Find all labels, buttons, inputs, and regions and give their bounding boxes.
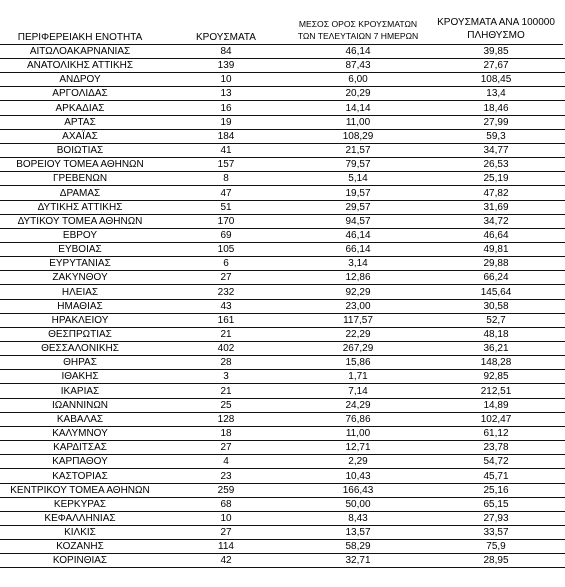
cell-region: ΚΑΡΠΑΘΟΥ: [52, 456, 108, 468]
cell-region: ΔΥΤΙΚΗΣ ΑΤΤΙΚΗΣ: [37, 201, 123, 213]
cell-region: ΔΥΤΙΚΟΥ ΤΟΜΕΑ ΑΘΗΝΩΝ: [17, 215, 143, 227]
cell-region: ΙΩΑΝΝΙΝΩΝ: [51, 399, 109, 411]
cell-cases-per-100k: 46,64: [483, 229, 509, 241]
cell-cases-per-100k: 39,85: [483, 46, 509, 57]
cell-cases-per-100k: 65,15: [483, 498, 509, 510]
table-row: [0, 172, 565, 186]
cell-seven-day-average: 8,43: [348, 512, 368, 524]
cell-seven-day-average: 66,14: [345, 244, 371, 256]
header-cases-per-100k: [430, 0, 562, 44]
table-row: [0, 130, 565, 144]
cell-region: ΔΡΑΜΑΣ: [59, 187, 101, 199]
cell-seven-day-average: 108,29: [342, 130, 374, 142]
table-row: [0, 470, 565, 484]
table-row: [0, 271, 565, 285]
cell-cases-per-100k: 36,21: [483, 343, 509, 355]
table-row: [0, 286, 565, 300]
cell-seven-day-average: 1,71: [348, 371, 368, 383]
table-row: [0, 356, 565, 370]
cell-seven-day-average: 23,00: [345, 300, 371, 312]
cell-cases: 402: [217, 343, 235, 355]
table-row: [0, 158, 565, 172]
cell-seven-day-average: 3,14: [348, 258, 368, 270]
cell-region: ΚΙΛΚΙΣ: [64, 527, 96, 539]
cell-seven-day-average: 94,57: [345, 215, 371, 227]
cell-region: ΚΕΝΤΡΙΚΟΥ ΤΟΜΕΑ ΑΘΗΝΩΝ: [10, 484, 150, 496]
cell-cases: 139: [217, 60, 235, 72]
cell-seven-day-average: 117,57: [343, 314, 373, 326]
table-row: [0, 512, 565, 526]
cell-cases-per-100k: 31,69: [483, 201, 509, 213]
cell-cases-per-100k: 28,95: [483, 555, 509, 567]
cell-cases-per-100k: 27,99: [483, 116, 509, 128]
cell-seven-day-average: 10,43: [345, 470, 371, 482]
cell-cases: 21: [220, 385, 232, 397]
cell-cases: 10: [220, 512, 232, 524]
cell-region: ΓΡΕΒΕΝΩΝ: [52, 173, 108, 185]
table-row: [0, 215, 565, 229]
cell-cases: 27: [220, 272, 232, 284]
cell-seven-day-average: 2,29: [348, 456, 368, 468]
cell-cases-per-100k: 14,89: [483, 399, 509, 411]
cell-seven-day-average: 6,00: [348, 74, 368, 86]
cell-cases-per-100k: 145,64: [480, 286, 512, 298]
cell-cases: 105: [217, 244, 235, 256]
cell-cases-per-100k: 52,7: [486, 314, 506, 326]
cell-cases-per-100k: 27,93: [483, 512, 509, 524]
cell-region: ΙΚΑΡΙΑΣ: [60, 385, 100, 397]
header-per100k-line-2: ΠΛΗΘΥΣΜΟ: [467, 30, 525, 41]
cell-cases-per-100k: 27,67: [483, 60, 509, 72]
cell-seven-day-average: 76,86: [345, 413, 371, 425]
cell-cases: 27: [220, 527, 232, 539]
table-row: [0, 116, 565, 130]
cell-cases: 47: [220, 187, 232, 199]
cell-cases-per-100k: 47,82: [483, 187, 509, 199]
table-row: [0, 413, 565, 427]
cell-cases: 13: [220, 88, 232, 100]
cell-seven-day-average: 12,71: [345, 442, 371, 454]
cell-cases-per-100k: 33,57: [483, 527, 509, 539]
cell-cases-per-100k: 108,45: [480, 74, 512, 86]
cell-cases-per-100k: 59,3: [486, 130, 506, 142]
cell-cases: 28: [220, 357, 232, 369]
cell-cases: 23: [220, 470, 232, 482]
cell-region: ΑΧΑΪΑΣ: [62, 130, 98, 142]
cell-seven-day-average: 5,14: [348, 173, 368, 185]
cell-seven-day-average: 19,57: [345, 187, 371, 199]
cell-cases: 51: [220, 201, 232, 213]
cell-seven-day-average: 20,29: [345, 88, 371, 100]
table-row: [0, 399, 565, 413]
cell-seven-day-average: 267,29: [342, 343, 374, 355]
table-row: [0, 102, 565, 116]
cell-cases-per-100k: 54,72: [483, 456, 509, 468]
cell-region: ΕΥΡΥΤΑΝΙΑΣ: [49, 258, 111, 270]
cell-cases: 259: [217, 484, 235, 496]
cell-cases-per-100k: 48,18: [483, 329, 509, 340]
cell-cases: 43: [220, 300, 232, 312]
cell-cases: 157: [217, 159, 235, 171]
table-row: [0, 342, 565, 356]
cell-seven-day-average: 22,29: [345, 329, 371, 340]
cell-region: ΚΕΦΑΛΛΗΝΙΑΣ: [44, 512, 116, 524]
cell-cases-per-100k: 29,88: [483, 258, 509, 270]
cell-cases: 3: [223, 371, 229, 383]
table-row: [0, 540, 565, 554]
cell-seven-day-average: 15,86: [345, 357, 371, 369]
cell-seven-day-average: 11,00: [345, 116, 371, 128]
cell-cases: 232: [217, 286, 235, 298]
cell-cases: 25: [220, 399, 232, 411]
table-row: [0, 455, 565, 469]
cell-seven-day-average: 50,00: [345, 498, 371, 510]
cell-cases: 84: [220, 46, 232, 57]
cell-seven-day-average: 29,57: [345, 201, 371, 213]
cell-seven-day-average: 11,00: [345, 428, 371, 440]
cell-seven-day-average: 46,14: [345, 46, 371, 57]
cell-cases-per-100k: 18,46: [483, 102, 509, 114]
cell-cases: 10: [220, 74, 232, 86]
header-seven-day-average: [292, 0, 424, 44]
cell-region: ΚΑΛΥΜΝΟΥ: [52, 428, 108, 440]
cell-cases: 16: [220, 102, 232, 114]
cell-cases: 4: [223, 456, 229, 468]
cell-region: ΗΜΑΘΙΑΣ: [57, 300, 103, 312]
cell-region: ΕΒΡΟΥ: [62, 229, 98, 241]
cell-cases-per-100k: 49,81: [483, 244, 509, 256]
cell-region: ΖΑΚΥΝΘΟΥ: [52, 272, 108, 284]
cell-cases-per-100k: 45,71: [483, 470, 509, 482]
cell-seven-day-average: 32,71: [345, 555, 371, 567]
cell-region: ΙΘΑΚΗΣ: [61, 371, 99, 383]
table-row: [0, 229, 565, 243]
header-cases-label: ΚΡΟΥΣΜΑΤΑ: [196, 32, 256, 43]
cell-seven-day-average: 87,43: [345, 60, 371, 72]
cell-cases-per-100k: 66,24: [483, 272, 509, 284]
cell-seven-day-average: 12,86: [345, 272, 371, 284]
cell-cases: 18: [220, 428, 232, 440]
cell-cases: 184: [217, 130, 235, 142]
cell-cases-per-100k: 148,28: [480, 357, 512, 369]
cell-region: ΒΟΙΩΤΙΑΣ: [56, 145, 104, 157]
cell-cases-per-100k: 34,72: [483, 215, 509, 227]
cell-cases: 21: [220, 329, 232, 340]
cell-seven-day-average: 166,43: [342, 484, 374, 496]
cell-cases: 27: [220, 442, 232, 454]
cell-seven-day-average: 58,29: [345, 541, 371, 553]
cell-seven-day-average: 13,57: [345, 527, 371, 539]
cell-region: ΕΥΒΟΙΑΣ: [58, 244, 102, 256]
cell-cases-per-100k: 25,19: [483, 173, 509, 185]
cell-region: ΑΡΓΟΛΙΔΑΣ: [52, 88, 108, 100]
cell-region: ΑΡΚΑΔΙΑΣ: [55, 102, 105, 114]
cell-cases: 69: [220, 229, 232, 241]
table-row: [0, 370, 565, 384]
table-row: [0, 300, 565, 314]
cell-cases: 42: [220, 555, 232, 567]
table-row: [0, 484, 565, 498]
cell-seven-day-average: 46,14: [345, 229, 371, 241]
cell-cases: 161: [217, 314, 235, 326]
cell-region: ΚΟΖΑΝΗΣ: [56, 541, 104, 553]
header-average-line-1: ΜΕΣΟΣ ΟΡΟΣ ΚΡΟΥΣΜΑΤΩΝ: [298, 19, 418, 29]
header-region: [2, 0, 158, 44]
cell-region: ΘΗΡΑΣ: [63, 357, 97, 369]
header-per100k-line-1: ΚΡΟΥΣΜΑΤΑ ΑΝΑ 100000: [437, 17, 555, 28]
cell-region: ΚΑΡΔΙΤΣΑΣ: [53, 442, 107, 454]
cell-cases: 41: [220, 145, 232, 157]
cell-cases-per-100k: 61,12: [483, 428, 509, 440]
table-row: [0, 45, 565, 59]
cell-seven-day-average: 24,29: [345, 399, 371, 411]
cell-region: ΘΕΣΣΑΛΟΝΙΚΗΣ: [41, 343, 119, 355]
table-row: [0, 201, 565, 215]
cell-region: ΚΑΒΑΛΑΣ: [56, 413, 104, 425]
cell-region: ΚΕΡΚΥΡΑΣ: [53, 498, 107, 510]
cell-cases-per-100k: 92,85: [483, 371, 509, 383]
table-row: [0, 554, 565, 568]
cell-region: ΗΛΕΙΑΣ: [61, 286, 99, 298]
table-row: [0, 144, 565, 158]
table-row: [0, 87, 565, 101]
cell-cases-per-100k: 23,78: [483, 442, 509, 454]
cell-cases: 128: [217, 413, 235, 425]
cell-cases: 68: [220, 498, 232, 510]
cell-cases-per-100k: 25,16: [483, 484, 509, 496]
table-row: [0, 441, 565, 455]
cell-region: ΑΙΤΩΛΟΑΚΑΡΝΑΝΙΑΣ: [29, 46, 131, 57]
cell-region: ΑΝΔΡΟΥ: [59, 74, 101, 86]
cell-region: ΑΡΤΑΣ: [64, 116, 96, 128]
table-row: [0, 526, 565, 540]
table-row: [0, 385, 565, 399]
cell-cases-per-100k: 34,77: [483, 145, 509, 157]
cell-cases: 114: [218, 541, 234, 553]
header-cases: [185, 0, 267, 44]
cell-region: ΗΡΑΚΛΕΙΟΥ: [51, 314, 109, 326]
cell-cases-per-100k: 26,53: [483, 159, 509, 171]
table-row: [0, 243, 565, 257]
cell-region: ΑΝΑΤΟΛΙΚΗΣ ΑΤΤΙΚΗΣ: [26, 60, 134, 72]
cell-cases-per-100k: 30,58: [483, 300, 509, 312]
cell-cases-per-100k: 13,4: [486, 88, 506, 100]
table-row: [0, 73, 565, 87]
cell-seven-day-average: 14,14: [345, 102, 371, 114]
table-row: [0, 314, 565, 328]
cell-cases-per-100k: 102,47: [480, 413, 512, 425]
cell-cases-per-100k: 212,51: [480, 385, 512, 397]
header-average-line-2: ΤΩΝ ΤΕΛΕΥΤΑΙΩΝ 7 ΗΜΕΡΩΝ: [297, 31, 419, 41]
table-row: [0, 427, 565, 441]
cell-seven-day-average: 79,57: [345, 159, 371, 171]
cell-cases: 6: [223, 258, 229, 270]
cell-seven-day-average: 92,29: [345, 286, 371, 298]
cell-region: ΚΑΣΤΟΡΙΑΣ: [52, 470, 108, 482]
cell-seven-day-average: 21,57: [345, 145, 371, 157]
cell-region: ΘΕΣΠΡΩΤΙΑΣ: [48, 329, 112, 340]
cell-region: ΒΟΡΕΙΟΥ ΤΟΜΕΑ ΑΘΗΝΩΝ: [16, 159, 144, 171]
table-row: [0, 257, 565, 271]
cell-cases-per-100k: 75,9: [486, 541, 506, 553]
cell-cases: 8: [223, 173, 229, 185]
table-row: [0, 328, 565, 342]
header-region-label: ΠΕΡΙΦΕΡΕΙΑΚΗ ΕΝΟΤΗΤΑ: [17, 32, 143, 43]
cell-region: ΚΟΡΙΝΘΙΑΣ: [52, 555, 108, 567]
table-row: [0, 187, 565, 201]
cell-cases: 170: [217, 215, 235, 227]
table-row: [0, 59, 565, 73]
cell-seven-day-average: 7,14: [348, 385, 368, 397]
cell-cases: 19: [220, 116, 232, 128]
table-row: [0, 498, 565, 512]
